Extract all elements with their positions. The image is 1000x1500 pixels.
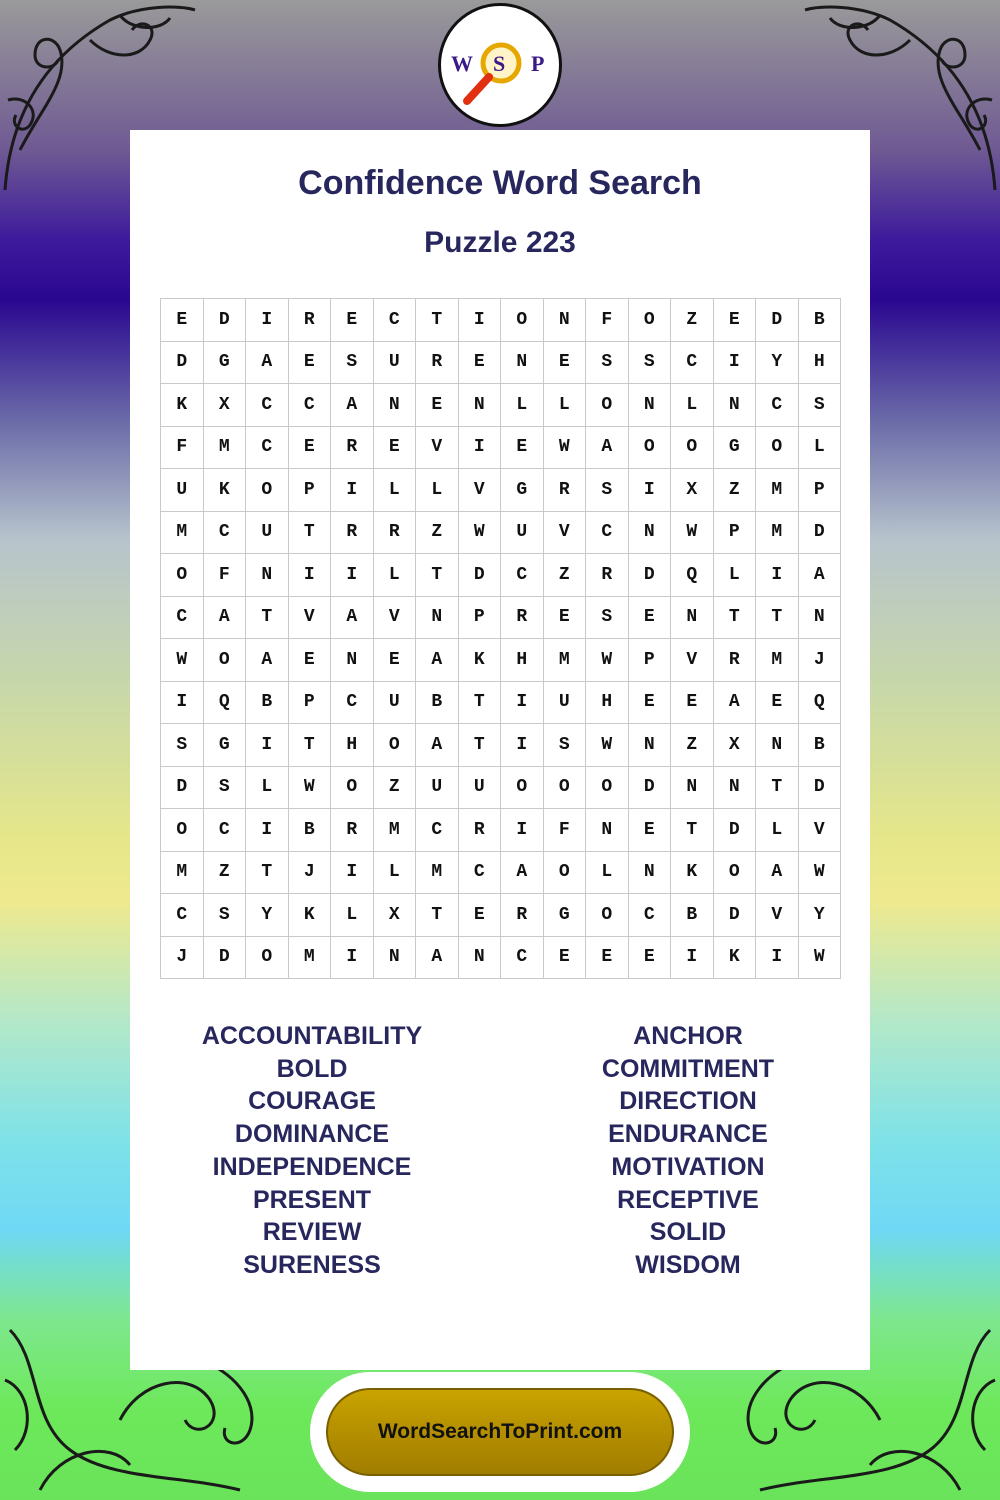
grid-cell: O bbox=[374, 724, 417, 767]
grid-cell: R bbox=[331, 809, 374, 852]
grid-cell: G bbox=[501, 469, 544, 512]
grid-cell: C bbox=[756, 384, 799, 427]
grid-cell: I bbox=[671, 937, 714, 980]
grid-cell: I bbox=[289, 554, 332, 597]
grid-cell: E bbox=[289, 342, 332, 385]
grid-cell: A bbox=[416, 937, 459, 980]
grid-cell: S bbox=[586, 597, 629, 640]
word-list-item: INDEPENDENCE bbox=[212, 1152, 412, 1181]
grid-cell: N bbox=[629, 512, 672, 555]
grid-cell: Z bbox=[374, 767, 417, 810]
grid-cell: M bbox=[161, 512, 204, 555]
grid-cell: N bbox=[374, 384, 417, 427]
grid-cell: D bbox=[204, 937, 247, 980]
grid-cell: X bbox=[204, 384, 247, 427]
grid-cell: E bbox=[544, 342, 587, 385]
grid-cell: D bbox=[629, 554, 672, 597]
grid-cell: C bbox=[161, 894, 204, 937]
grid-cell: O bbox=[671, 427, 714, 470]
grid-cell: T bbox=[416, 554, 459, 597]
grid-cell: W bbox=[544, 427, 587, 470]
grid-cell: Z bbox=[204, 852, 247, 895]
grid-cell: M bbox=[756, 639, 799, 682]
grid-cell: U bbox=[501, 512, 544, 555]
grid-cell: A bbox=[331, 384, 374, 427]
grid-cell: R bbox=[331, 427, 374, 470]
grid-cell: B bbox=[289, 809, 332, 852]
grid-cell: U bbox=[374, 682, 417, 725]
grid-cell: R bbox=[501, 894, 544, 937]
grid-cell: R bbox=[501, 597, 544, 640]
grid-cell: A bbox=[204, 597, 247, 640]
grid-cell: M bbox=[289, 937, 332, 980]
grid-cell: N bbox=[756, 724, 799, 767]
grid-cell: Z bbox=[416, 512, 459, 555]
grid-cell: U bbox=[374, 342, 417, 385]
grid-cell: C bbox=[246, 427, 289, 470]
grid-cell: V bbox=[671, 639, 714, 682]
word-list-item: PRESENT bbox=[252, 1185, 372, 1214]
grid-cell: T bbox=[671, 809, 714, 852]
grid-cell: S bbox=[586, 469, 629, 512]
word-list-item: DIRECTION bbox=[619, 1087, 757, 1116]
grid-cell: A bbox=[714, 682, 757, 725]
grid-cell: D bbox=[204, 299, 247, 342]
grid-cell: O bbox=[204, 639, 247, 682]
grid-cell: M bbox=[416, 852, 459, 895]
grid-cell: S bbox=[331, 342, 374, 385]
grid-cell: I bbox=[331, 852, 374, 895]
grid-cell: T bbox=[714, 597, 757, 640]
grid-cell: N bbox=[714, 384, 757, 427]
grid-cell: I bbox=[246, 809, 289, 852]
grid-cell: C bbox=[246, 384, 289, 427]
grid-cell: E bbox=[289, 639, 332, 682]
grid-cell: Q bbox=[671, 554, 714, 597]
grid-cell: I bbox=[331, 469, 374, 512]
grid-cell: L bbox=[374, 852, 417, 895]
grid-cell: C bbox=[331, 682, 374, 725]
letter-grid bbox=[160, 298, 841, 979]
grid-cell: C bbox=[501, 554, 544, 597]
grid-cell: L bbox=[671, 384, 714, 427]
grid-cell: U bbox=[544, 682, 587, 725]
grid-cell: A bbox=[586, 427, 629, 470]
grid-cell: I bbox=[714, 342, 757, 385]
word-list-item: COMMITMENT bbox=[601, 1054, 775, 1083]
grid-cell: E bbox=[629, 809, 672, 852]
grid-cell: L bbox=[714, 554, 757, 597]
grid-cell: O bbox=[161, 809, 204, 852]
grid-cell: E bbox=[161, 299, 204, 342]
wsp-logo bbox=[438, 3, 562, 127]
grid-cell: K bbox=[714, 937, 757, 980]
word-list-left bbox=[162, 1020, 462, 1282]
word-list-item: COURAGE bbox=[248, 1087, 376, 1116]
grid-cell: L bbox=[586, 852, 629, 895]
grid-cell: O bbox=[544, 852, 587, 895]
grid-cell: W bbox=[799, 852, 842, 895]
word-list-item: SURENESS bbox=[243, 1250, 381, 1279]
grid-cell: M bbox=[204, 427, 247, 470]
grid-cell: N bbox=[544, 299, 587, 342]
grid-cell: E bbox=[629, 682, 672, 725]
grid-cell: O bbox=[161, 554, 204, 597]
grid-cell: O bbox=[331, 767, 374, 810]
grid-cell: L bbox=[799, 427, 842, 470]
grid-cell: Y bbox=[246, 894, 289, 937]
grid-cell: N bbox=[629, 724, 672, 767]
word-list-item: ANCHOR bbox=[633, 1022, 743, 1050]
grid-cell: C bbox=[459, 852, 502, 895]
grid-cell: H bbox=[799, 342, 842, 385]
grid-cell: N bbox=[629, 384, 672, 427]
grid-cell: C bbox=[161, 597, 204, 640]
grid-cell: T bbox=[756, 767, 799, 810]
grid-cell: C bbox=[416, 809, 459, 852]
grid-cell: M bbox=[374, 809, 417, 852]
grid-cell: Q bbox=[204, 682, 247, 725]
grid-cell: E bbox=[629, 937, 672, 980]
grid-cell: R bbox=[459, 809, 502, 852]
grid-cell: I bbox=[756, 554, 799, 597]
word-list-item: REVIEW bbox=[262, 1218, 362, 1247]
grid-cell: T bbox=[756, 597, 799, 640]
grid-cell: Z bbox=[714, 469, 757, 512]
grid-cell: L bbox=[416, 469, 459, 512]
word-list-item: RECEPTIVE bbox=[617, 1185, 759, 1214]
grid-cell: I bbox=[459, 299, 502, 342]
grid-cell: O bbox=[501, 767, 544, 810]
grid-cell: J bbox=[161, 937, 204, 980]
grid-cell: E bbox=[459, 894, 502, 937]
grid-cell: T bbox=[289, 724, 332, 767]
grid-cell: E bbox=[289, 427, 332, 470]
grid-cell: A bbox=[416, 639, 459, 682]
grid-cell: C bbox=[671, 342, 714, 385]
grid-cell: A bbox=[501, 852, 544, 895]
grid-cell: P bbox=[799, 469, 842, 512]
grid-cell: E bbox=[544, 597, 587, 640]
grid-cell: E bbox=[629, 597, 672, 640]
grid-cell: T bbox=[459, 682, 502, 725]
grid-cell: S bbox=[629, 342, 672, 385]
word-list-item: SOLID bbox=[649, 1218, 727, 1247]
grid-cell: W bbox=[161, 639, 204, 682]
grid-cell: J bbox=[289, 852, 332, 895]
grid-cell: N bbox=[374, 937, 417, 980]
grid-cell: I bbox=[629, 469, 672, 512]
grid-cell: N bbox=[671, 597, 714, 640]
grid-cell: W bbox=[671, 512, 714, 555]
grid-cell: M bbox=[756, 469, 799, 512]
word-list-item: BOLD bbox=[276, 1054, 348, 1083]
page-title: Confidence Word Search bbox=[298, 164, 702, 202]
word-list-item: DOMINANCE bbox=[234, 1120, 390, 1149]
grid-cell: C bbox=[204, 809, 247, 852]
grid-cell: G bbox=[714, 427, 757, 470]
grid-cell: I bbox=[331, 937, 374, 980]
grid-cell: I bbox=[501, 809, 544, 852]
grid-cell: O bbox=[629, 299, 672, 342]
grid-cell: H bbox=[586, 682, 629, 725]
grid-cell: A bbox=[331, 597, 374, 640]
grid-cell: G bbox=[204, 342, 247, 385]
grid-cell: X bbox=[671, 469, 714, 512]
grid-cell: V bbox=[374, 597, 417, 640]
grid-cell: N bbox=[459, 384, 502, 427]
grid-cell: E bbox=[756, 682, 799, 725]
grid-cell: W bbox=[289, 767, 332, 810]
grid-cell: A bbox=[799, 554, 842, 597]
grid-cell: Y bbox=[756, 342, 799, 385]
grid-cell: G bbox=[544, 894, 587, 937]
grid-cell: U bbox=[246, 512, 289, 555]
grid-cell: N bbox=[586, 809, 629, 852]
grid-cell: W bbox=[586, 639, 629, 682]
grid-cell: E bbox=[714, 299, 757, 342]
grid-cell: B bbox=[799, 299, 842, 342]
grid-cell: L bbox=[544, 384, 587, 427]
grid-cell: O bbox=[501, 299, 544, 342]
grid-cell: I bbox=[501, 682, 544, 725]
grid-cell: V bbox=[416, 427, 459, 470]
word-list-item: MOTIVATION bbox=[611, 1152, 765, 1181]
grid-cell: S bbox=[799, 384, 842, 427]
grid-cell: M bbox=[161, 852, 204, 895]
grid-cell: D bbox=[161, 767, 204, 810]
grid-cell: S bbox=[544, 724, 587, 767]
grid-cell: R bbox=[714, 639, 757, 682]
grid-cell: T bbox=[459, 724, 502, 767]
grid-cell: L bbox=[374, 469, 417, 512]
grid-cell: O bbox=[714, 852, 757, 895]
grid-cell: D bbox=[756, 299, 799, 342]
grid-cell: T bbox=[246, 597, 289, 640]
grid-cell: L bbox=[331, 894, 374, 937]
grid-cell: W bbox=[586, 724, 629, 767]
grid-cell: P bbox=[289, 469, 332, 512]
grid-cell: E bbox=[331, 299, 374, 342]
grid-cell: A bbox=[246, 639, 289, 682]
grid-cell: E bbox=[374, 639, 417, 682]
grid-cell: N bbox=[799, 597, 842, 640]
grid-cell: P bbox=[289, 682, 332, 725]
grid-cell: W bbox=[459, 512, 502, 555]
grid-cell: T bbox=[246, 852, 289, 895]
grid-cell: J bbox=[799, 639, 842, 682]
grid-cell: E bbox=[416, 384, 459, 427]
grid-cell: V bbox=[289, 597, 332, 640]
grid-cell: V bbox=[756, 894, 799, 937]
grid-cell: Y bbox=[799, 894, 842, 937]
grid-cell: I bbox=[459, 427, 502, 470]
grid-cell: B bbox=[671, 894, 714, 937]
grid-cell: N bbox=[671, 767, 714, 810]
grid-cell: P bbox=[629, 639, 672, 682]
grid-cell: F bbox=[544, 809, 587, 852]
grid-cell: K bbox=[204, 469, 247, 512]
grid-cell: D bbox=[161, 342, 204, 385]
word-list-item: ENDURANCE bbox=[608, 1120, 768, 1149]
grid-cell: F bbox=[161, 427, 204, 470]
website-link-button[interactable]: WordSearchToPrint.com bbox=[326, 1388, 674, 1476]
grid-cell: N bbox=[416, 597, 459, 640]
grid-cell: V bbox=[544, 512, 587, 555]
grid-cell: I bbox=[331, 554, 374, 597]
grid-cell: K bbox=[161, 384, 204, 427]
grid-cell: R bbox=[416, 342, 459, 385]
grid-cell: S bbox=[586, 342, 629, 385]
grid-cell: U bbox=[459, 767, 502, 810]
grid-cell: L bbox=[501, 384, 544, 427]
grid-cell: P bbox=[714, 512, 757, 555]
grid-cell: W bbox=[799, 937, 842, 980]
grid-cell: R bbox=[586, 554, 629, 597]
grid-cell: N bbox=[246, 554, 289, 597]
grid-cell: V bbox=[459, 469, 502, 512]
grid-cell: S bbox=[161, 724, 204, 767]
grid-cell: Z bbox=[671, 724, 714, 767]
grid-cell: D bbox=[714, 894, 757, 937]
grid-cell: E bbox=[501, 427, 544, 470]
grid-cell: E bbox=[544, 937, 587, 980]
puzzle-number: Puzzle 223 bbox=[424, 226, 576, 259]
grid-cell: N bbox=[714, 767, 757, 810]
grid-cell: I bbox=[161, 682, 204, 725]
grid-cell: R bbox=[544, 469, 587, 512]
grid-cell: C bbox=[289, 384, 332, 427]
logo-letter-s: S bbox=[493, 51, 506, 76]
grid-cell: B bbox=[416, 682, 459, 725]
grid-cell: O bbox=[246, 469, 289, 512]
grid-cell: E bbox=[671, 682, 714, 725]
grid-cell: I bbox=[756, 937, 799, 980]
grid-cell: Q bbox=[799, 682, 842, 725]
grid-cell: F bbox=[204, 554, 247, 597]
grid-cell: A bbox=[246, 342, 289, 385]
word-list-item: WISDOM bbox=[635, 1250, 741, 1279]
word-list-item: ACCOUNTABILITY bbox=[201, 1022, 423, 1050]
grid-cell: O bbox=[246, 937, 289, 980]
grid-cell: Z bbox=[544, 554, 587, 597]
word-list-right bbox=[538, 1020, 838, 1282]
grid-cell: E bbox=[374, 427, 417, 470]
grid-cell: R bbox=[289, 299, 332, 342]
grid-cell: B bbox=[246, 682, 289, 725]
grid-cell: N bbox=[331, 639, 374, 682]
grid-cell: T bbox=[416, 299, 459, 342]
grid-cell: D bbox=[714, 809, 757, 852]
grid-cell: H bbox=[501, 639, 544, 682]
grid-cell: A bbox=[756, 852, 799, 895]
logo-letter-p: P bbox=[531, 51, 545, 76]
grid-cell: I bbox=[246, 299, 289, 342]
grid-cell: T bbox=[289, 512, 332, 555]
grid-cell: O bbox=[586, 894, 629, 937]
grid-cell: E bbox=[586, 937, 629, 980]
grid-cell: S bbox=[204, 767, 247, 810]
grid-cell: L bbox=[246, 767, 289, 810]
grid-cell: I bbox=[501, 724, 544, 767]
grid-cell: C bbox=[374, 299, 417, 342]
grid-cell: V bbox=[799, 809, 842, 852]
grid-cell: T bbox=[416, 894, 459, 937]
puzzle-sheet bbox=[130, 130, 870, 1370]
grid-cell: C bbox=[586, 512, 629, 555]
grid-cell: O bbox=[586, 767, 629, 810]
grid-cell: C bbox=[204, 512, 247, 555]
grid-cell: U bbox=[416, 767, 459, 810]
grid-cell: D bbox=[799, 767, 842, 810]
grid-cell: D bbox=[799, 512, 842, 555]
grid-cell: K bbox=[671, 852, 714, 895]
grid-cell: G bbox=[204, 724, 247, 767]
grid-cell: K bbox=[459, 639, 502, 682]
grid-cell: O bbox=[544, 767, 587, 810]
grid-cell: S bbox=[204, 894, 247, 937]
grid-cell: L bbox=[756, 809, 799, 852]
grid-cell: M bbox=[756, 512, 799, 555]
footer-badge bbox=[310, 1372, 690, 1492]
grid-cell: P bbox=[459, 597, 502, 640]
grid-cell: R bbox=[374, 512, 417, 555]
grid-cell: H bbox=[331, 724, 374, 767]
grid-cell: A bbox=[416, 724, 459, 767]
grid-cell: D bbox=[629, 767, 672, 810]
grid-cell: D bbox=[459, 554, 502, 597]
grid-cell: N bbox=[459, 937, 502, 980]
grid-cell: C bbox=[629, 894, 672, 937]
grid-cell: U bbox=[161, 469, 204, 512]
grid-cell: N bbox=[501, 342, 544, 385]
grid-cell: I bbox=[246, 724, 289, 767]
grid-cell: M bbox=[544, 639, 587, 682]
grid-cell: R bbox=[331, 512, 374, 555]
grid-cell: C bbox=[501, 937, 544, 980]
grid-cell: F bbox=[586, 299, 629, 342]
grid-cell: X bbox=[374, 894, 417, 937]
grid-cell: O bbox=[586, 384, 629, 427]
grid-cell: O bbox=[756, 427, 799, 470]
grid-cell: B bbox=[799, 724, 842, 767]
grid-cell: Z bbox=[671, 299, 714, 342]
grid-cell: K bbox=[289, 894, 332, 937]
grid-cell: X bbox=[714, 724, 757, 767]
grid-cell: N bbox=[629, 852, 672, 895]
grid-cell: O bbox=[629, 427, 672, 470]
grid-cell: E bbox=[459, 342, 502, 385]
grid-cell: L bbox=[374, 554, 417, 597]
logo-letter-w: W bbox=[451, 51, 473, 76]
